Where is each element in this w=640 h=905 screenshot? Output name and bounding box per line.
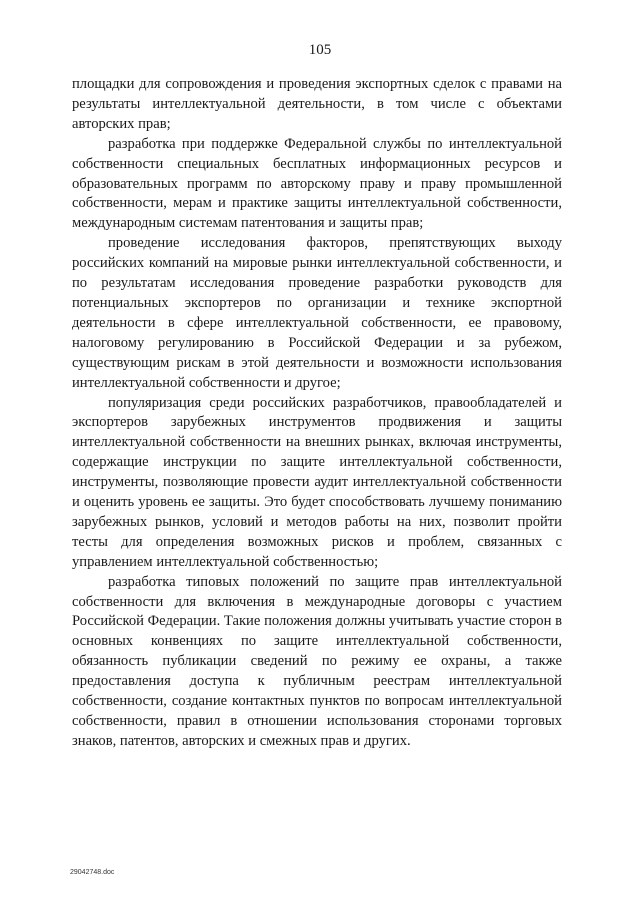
paragraph-5: разработка типовых положений по защите прав интеллектуальной собственности для включения в международные договоры с участием Российской Федерации. Такие положения должны учитывать участие сторон в основных конвенциях по защите интеллектуальной собственности, обязанность публикации сведений по режиму ее охраны, а также предоставления доступа к публичным реестрам интеллектуальной собственности, создание контактных пунктов по вопросам интеллектуальной собственности, правил в отношении использования сторонами торговых знаков, патентов, авторских и смежных прав и других.	[72, 573, 562, 749]
paragraph-4: популяризация среди российских разработчиков, правообладателей и экспортеров зарубежных инструментов продвижения и защиты интеллектуальной собственности на внешних рынках, включая инструменты, содержащие инструкции по защите интеллектуальной собственности, инструменты, позволяющие провести аудит интеллектуальной собственности и оценить уровень ее защиты. Это будет способствовать лучшему пониманию зарубежных рынков, условий и методов работы на них, позволит пройти тесты для определения возможных рисков и проблем, связанных с управлением интеллектуальной собственностью;	[72, 394, 562, 570]
paragraph-3: проведение исследования факторов, препятствующих выходу российских компаний на мировые рынки интеллектуальной собственности, и по результатам исследования проведение разработки руководств для потенциальных экспортеров по организации и технике экспортной деятельности в сфере интеллектуальной собственности, ее правовому, налоговому регулированию в Российской Федерации и за рубежом, существующим рискам в этой деятельности и возможности использования интеллектуальной собственности и другое;	[72, 235, 562, 391]
document-body	[72, 75, 562, 752]
paragraph-1: площадки для сопровождения и проведения экспортных сделок с правами на результаты интеллектуальной деятельности, в том числе с объектами авторских прав;	[72, 76, 562, 132]
page-number: 105	[308, 42, 332, 58]
paragraph-2: разработка при поддержке Федеральной службы по интеллектуальной собственности специальных бесплатных информационных ресурсов и образовательных программ по авторскому праву и праву промышленной собственности, мерам и практике защиты интеллектуальной собственности, международным системам патентования и защиты прав;	[72, 135, 562, 232]
document-code: 29042748.doc	[70, 869, 115, 876]
